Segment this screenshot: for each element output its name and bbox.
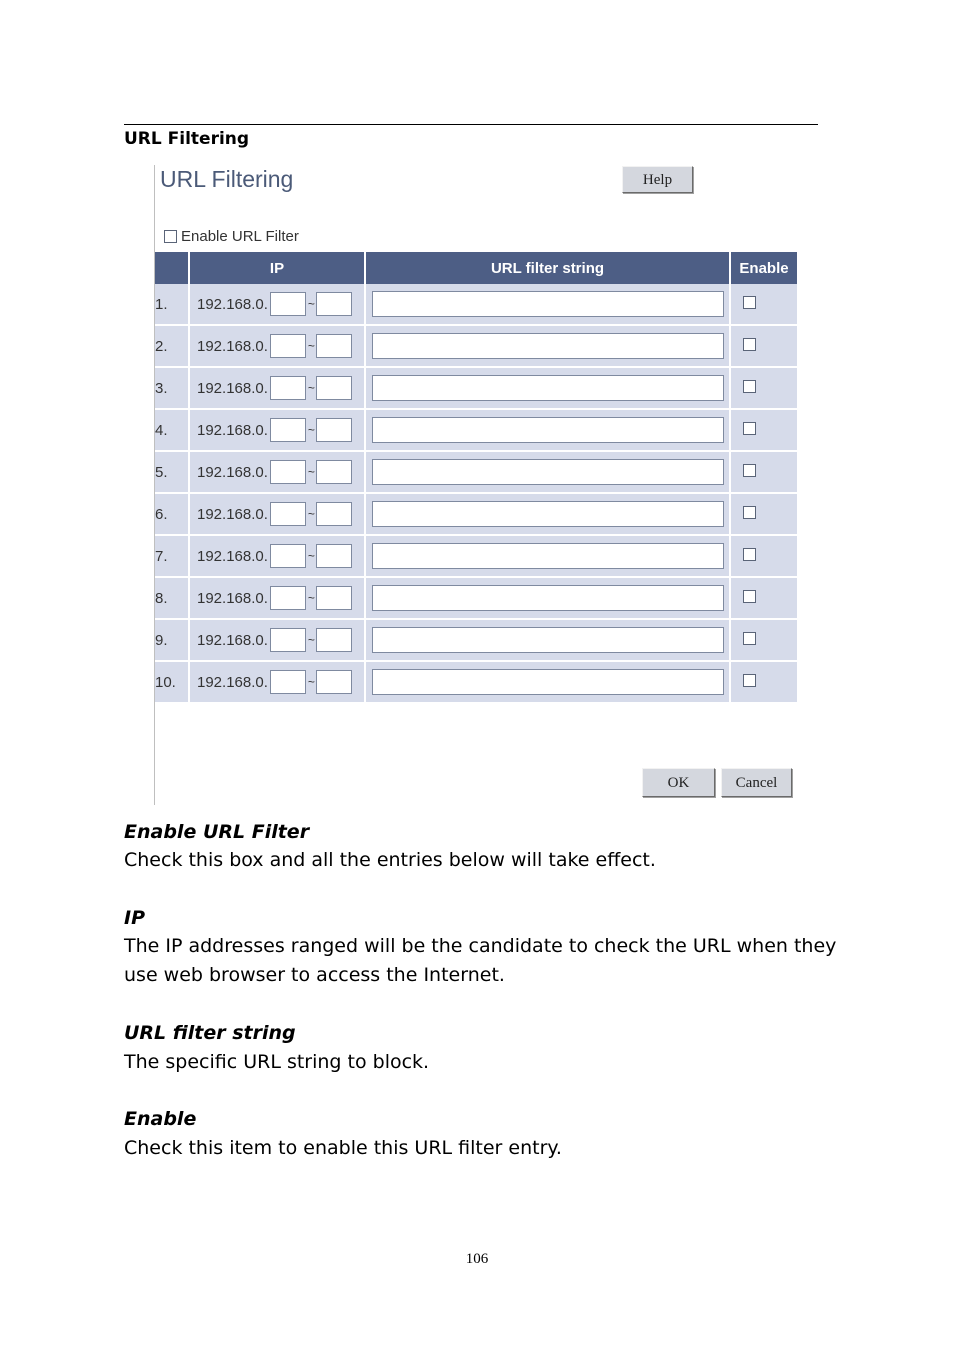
ui-title: URL Filtering bbox=[160, 166, 294, 192]
ip-end-input[interactable] bbox=[316, 628, 352, 652]
ip-prefix: 192.168.0. bbox=[197, 337, 268, 355]
range-separator: ~ bbox=[307, 633, 315, 647]
ip-prefix: 192.168.0. bbox=[197, 547, 268, 565]
ip-prefix: 192.168.0. bbox=[197, 463, 268, 481]
table-row bbox=[155, 494, 797, 536]
entry-enable-checkbox[interactable] bbox=[743, 548, 756, 561]
url-cell bbox=[366, 578, 729, 620]
ip-end-input[interactable] bbox=[316, 670, 352, 694]
url-filter-table bbox=[153, 252, 799, 704]
row-number: 3. bbox=[155, 368, 188, 410]
enable-url-filter-heading: Enable URL Filter bbox=[124, 821, 310, 843]
ip-start-input[interactable] bbox=[270, 292, 306, 316]
range-separator: ~ bbox=[307, 297, 315, 311]
ip-end-input[interactable] bbox=[316, 544, 352, 568]
table-row bbox=[155, 662, 797, 704]
ip-end-input[interactable] bbox=[316, 334, 352, 358]
enable-url-filter-checkbox[interactable] bbox=[164, 230, 177, 243]
row-number: 7. bbox=[155, 536, 188, 578]
ip-heading: IP bbox=[124, 907, 145, 929]
enable-cell bbox=[731, 326, 797, 368]
url-filter-input[interactable] bbox=[372, 543, 724, 569]
ip-range-cell bbox=[190, 494, 364, 536]
ip-end-input[interactable] bbox=[316, 418, 352, 442]
url-cell bbox=[366, 452, 729, 494]
ip-range-cell bbox=[190, 536, 364, 578]
table-header-row bbox=[155, 252, 797, 284]
ip-prefix: 192.168.0. bbox=[197, 379, 268, 397]
header-ip: IP bbox=[190, 252, 364, 284]
ip-range-cell bbox=[190, 578, 364, 620]
url-cell bbox=[366, 368, 729, 410]
enable-cell bbox=[731, 578, 797, 620]
url-filter-input[interactable] bbox=[372, 459, 724, 485]
entry-enable-checkbox[interactable] bbox=[743, 380, 756, 393]
range-separator: ~ bbox=[307, 381, 315, 395]
row-number: 8. bbox=[155, 578, 188, 620]
entry-enable-checkbox[interactable] bbox=[743, 506, 756, 519]
ip-end-input[interactable] bbox=[316, 376, 352, 400]
ok-button[interactable]: OK bbox=[642, 768, 715, 797]
enable-cell bbox=[731, 410, 797, 452]
table-row bbox=[155, 326, 797, 368]
ip-end-input[interactable] bbox=[316, 586, 352, 610]
cancel-button[interactable]: Cancel bbox=[721, 768, 792, 797]
ip-start-input[interactable] bbox=[270, 460, 306, 484]
ip-start-input[interactable] bbox=[270, 502, 306, 526]
url-filter-input[interactable] bbox=[372, 585, 724, 611]
header-url-filter-string: URL filter string bbox=[366, 252, 729, 284]
table-row bbox=[155, 452, 797, 494]
enable-cell bbox=[731, 494, 797, 536]
ip-start-input[interactable] bbox=[270, 418, 306, 442]
entry-enable-checkbox[interactable] bbox=[743, 632, 756, 645]
entry-enable-checkbox[interactable] bbox=[743, 590, 756, 603]
enable-url-filter-label: Enable URL Filter bbox=[181, 228, 299, 245]
ip-range-cell bbox=[190, 326, 364, 368]
enable-cell bbox=[731, 452, 797, 494]
ip-range-cell bbox=[190, 368, 364, 410]
ip-prefix: 192.168.0. bbox=[197, 673, 268, 691]
ip-prefix: 192.168.0. bbox=[197, 505, 268, 523]
enable-cell bbox=[731, 536, 797, 578]
url-filter-input[interactable] bbox=[372, 501, 724, 527]
table-row bbox=[155, 410, 797, 452]
entry-enable-checkbox[interactable] bbox=[743, 338, 756, 351]
table-row bbox=[155, 368, 797, 410]
section-title: URL Filtering bbox=[124, 129, 250, 149]
row-number: 2. bbox=[155, 326, 188, 368]
ip-end-input[interactable] bbox=[316, 460, 352, 484]
enable-entry-heading: Enable bbox=[124, 1108, 197, 1130]
ip-start-input[interactable] bbox=[270, 376, 306, 400]
ip-prefix: 192.168.0. bbox=[197, 589, 268, 607]
header-enable: Enable bbox=[731, 252, 797, 284]
range-separator: ~ bbox=[307, 339, 315, 353]
url-cell bbox=[366, 494, 729, 536]
entry-enable-checkbox[interactable] bbox=[743, 674, 756, 687]
range-separator: ~ bbox=[307, 549, 315, 563]
range-separator: ~ bbox=[307, 675, 315, 689]
table-row bbox=[155, 536, 797, 578]
row-number: 6. bbox=[155, 494, 188, 536]
url-cell bbox=[366, 410, 729, 452]
ip-end-input[interactable] bbox=[316, 292, 352, 316]
table-row bbox=[155, 578, 797, 620]
header-number bbox=[155, 252, 188, 284]
ip-range-cell bbox=[190, 284, 364, 326]
url-filter-input[interactable] bbox=[372, 669, 724, 695]
enable-url-filter-row[interactable] bbox=[164, 228, 299, 245]
ip-start-input[interactable] bbox=[270, 544, 306, 568]
enable-url-filter-text: Check this box and all the entries below will take effect. bbox=[124, 849, 656, 871]
url-filter-input[interactable] bbox=[372, 627, 724, 653]
ip-prefix: 192.168.0. bbox=[197, 295, 268, 313]
range-separator: ~ bbox=[307, 507, 315, 521]
url-cell bbox=[366, 662, 729, 704]
url-filter-string-text: The specific URL string to block. bbox=[124, 1051, 430, 1073]
url-filter-string-heading: URL filter string bbox=[124, 1022, 296, 1044]
url-cell bbox=[366, 326, 729, 368]
page-number: 106 bbox=[465, 1251, 489, 1267]
url-filter-input[interactable] bbox=[372, 417, 724, 443]
row-number: 5. bbox=[155, 452, 188, 494]
row-number: 1. bbox=[155, 284, 188, 326]
ip-range-cell bbox=[190, 662, 364, 704]
url-cell bbox=[366, 284, 729, 326]
enable-cell bbox=[731, 284, 797, 326]
enable-cell bbox=[731, 620, 797, 662]
row-number: 10. bbox=[155, 662, 188, 704]
ip-range-cell bbox=[190, 620, 364, 662]
ip-start-input[interactable] bbox=[270, 670, 306, 694]
enable-cell bbox=[731, 662, 797, 704]
range-separator: ~ bbox=[307, 423, 315, 437]
ip-range-cell bbox=[190, 410, 364, 452]
ip-prefix: 192.168.0. bbox=[197, 421, 268, 439]
entry-enable-checkbox[interactable] bbox=[743, 464, 756, 477]
enable-entry-text: Check this item to enable this URL filter entry. bbox=[124, 1137, 562, 1159]
enable-cell bbox=[731, 368, 797, 410]
top-rule bbox=[124, 124, 818, 125]
ip-start-input[interactable] bbox=[270, 628, 306, 652]
row-number: 9. bbox=[155, 620, 188, 662]
entry-enable-checkbox[interactable] bbox=[743, 422, 756, 435]
row-number: 4. bbox=[155, 410, 188, 452]
ip-range-cell bbox=[190, 452, 364, 494]
url-filter-input[interactable] bbox=[372, 333, 724, 359]
range-separator: ~ bbox=[307, 591, 315, 605]
ip-prefix: 192.168.0. bbox=[197, 631, 268, 649]
ip-start-input[interactable] bbox=[270, 334, 306, 358]
url-filter-input[interactable] bbox=[372, 291, 724, 317]
url-cell bbox=[366, 620, 729, 662]
ip-start-input[interactable] bbox=[270, 586, 306, 610]
ip-text: The IP addresses ranged will be the candidate to check the URL when they use web browser to access the Internet. bbox=[124, 935, 837, 986]
ip-end-input[interactable] bbox=[316, 502, 352, 526]
range-separator: ~ bbox=[307, 465, 315, 479]
table-row bbox=[155, 284, 797, 326]
help-button[interactable]: Help bbox=[622, 166, 693, 193]
url-filter-input[interactable] bbox=[372, 375, 724, 401]
url-cell bbox=[366, 536, 729, 578]
entry-enable-checkbox[interactable] bbox=[743, 296, 756, 309]
table-row bbox=[155, 620, 797, 662]
